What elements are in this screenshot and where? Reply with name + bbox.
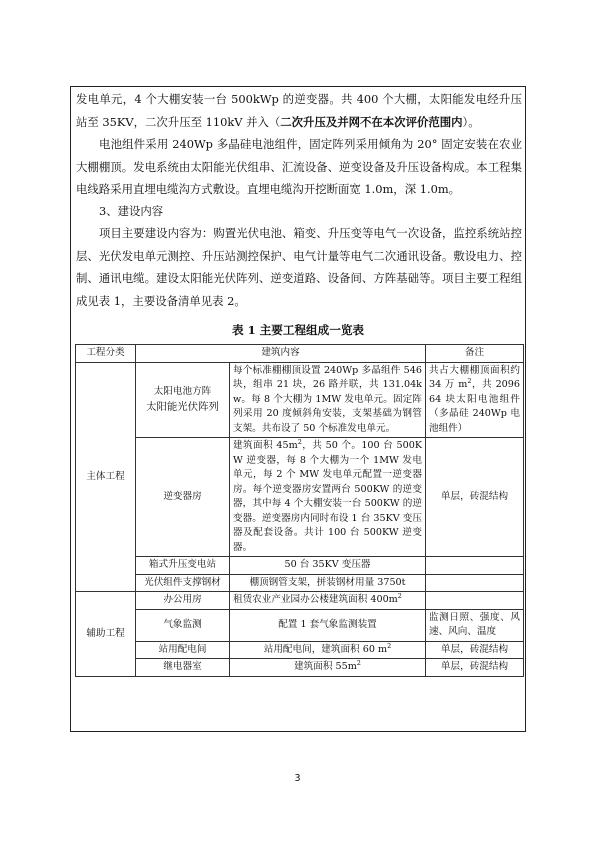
distribution-content-sup: 2 <box>387 641 392 650</box>
pv-name-line-1: 太阳电池方阵 <box>153 386 212 398</box>
distribution-note: 单层，砖混结构 <box>426 641 524 659</box>
inverter-name: 逆变器房 <box>136 438 230 557</box>
box-substation-name: 箱式升压变电站 <box>136 557 230 575</box>
paragraph-2: 电池组件采用 240Wp 多晶硅电池组件，固定阵列采用倾角为 20° 固定安装在农业大棚棚顶。发电系统由太阳能光伏组串、汇流设备、逆变设备及升压设备构成。本工程集电线路采用直埋电缆沟方式敷设。直埋电缆沟开挖断面宽 1.0m，深 1.0m。 <box>76 137 522 196</box>
relay-content <box>230 659 426 677</box>
pv-note-text: 共占大棚棚顶面积约 34 万 m <box>429 364 520 390</box>
category-main: 主体工程 <box>76 362 136 592</box>
office-name: 办公用房 <box>136 592 230 610</box>
table-row-weather <box>76 609 524 641</box>
table-row-office <box>76 592 524 610</box>
pv-note-sup: 2 <box>467 376 472 385</box>
header-category: 工程分类 <box>76 345 136 363</box>
inverter-content-sup: 2 <box>297 437 302 446</box>
pv-note <box>426 362 524 438</box>
pv-note-text-2: ，共 209664 块太阳电池组件（多晶硅 240Wp 电池组件） <box>429 379 520 434</box>
steel-note <box>426 574 524 592</box>
distribution-content <box>230 641 426 659</box>
inverter-content <box>230 438 426 557</box>
paragraph-1-end: ）。 <box>462 114 480 129</box>
paragraph-3: 项目主要建设内容为：购置光伏电池、箱变、升压变等电气一次设备，监控系统站控层、光伏发电单元测控、升压站测控保护、电气计量等电气二次通讯设备。敷设电力、控制、通讯电缆。建设太阳能光伏阵列、逆变道路、设备间、方阵基础等。项目主要工程组成见表 1，主要设备清单见表 2。 <box>76 226 522 308</box>
header-note: 备注 <box>426 345 524 363</box>
project-composition-table <box>75 344 524 677</box>
weather-name: 气象监测 <box>136 609 230 641</box>
office-content-sup: 2 <box>397 591 402 600</box>
pv-name-line-2: 太阳能光伏阵列 <box>146 400 219 413</box>
weather-note: 监测日照、强度、风速、风向、温度 <box>426 609 524 641</box>
steel-content: 棚顶钢管支架，拼装钢材用量 3750t <box>230 574 426 592</box>
header-content: 建筑内容 <box>136 345 426 363</box>
paragraph-1-text: 发电单元，4 个大棚安装一台 500kWp 的逆变器。共 400 个大棚，太阳能发电经升压站至 35KV，二次升压至 110kV 并入（ <box>76 92 522 129</box>
office-content-text: 租赁农业产业园办公楼建筑面积 400m <box>233 594 398 605</box>
office-note <box>426 592 524 610</box>
relay-name: 继电器室 <box>136 659 230 677</box>
paragraph-1-bold: 二次升压及并网不在本次评价范围内 <box>280 114 463 129</box>
table-row-box-substation <box>76 557 524 575</box>
section-heading: 3、建设内容 <box>99 204 164 218</box>
steel-name: 光伏组件支撑钢材 <box>136 574 230 592</box>
table-row-steel <box>76 574 524 592</box>
relay-content-sup: 2 <box>356 658 361 667</box>
box-substation-content: 50 台 35KV 变压器 <box>230 557 426 575</box>
distribution-name: 站用配电间 <box>136 641 230 659</box>
table-row-pv <box>76 362 524 438</box>
table-row-distribution <box>76 641 524 659</box>
weather-content: 配置 1 套气象监测装置 <box>230 609 426 641</box>
table-row-inverter <box>76 438 524 557</box>
distribution-content-text: 站用配电间，建筑面积 60 m <box>263 643 388 655</box>
pv-name-cell <box>136 362 230 438</box>
box-substation-note <box>426 557 524 575</box>
table-header-row <box>76 345 524 363</box>
inverter-content-text-2: ，共 50 个。100 台 500KW 逆变器，每 8 个大棚为一个 1MW 发电单元，每 2 个 MW 发电单元配置一逆变器房。每个逆变器房安置两台 500KW 的逆变器，其中每 4 个大棚安装一台 500KW 的逆变器。逆变器房内同时布设 1 台 35KV 变压器及配套设备。共计 100 台 500KW 逆变器。 <box>233 440 422 553</box>
pv-content: 每个标准棚棚顶设置 240Wp 多晶组件 546 块，组串 21 块，26 路并联，共 131.04kw。每 8 个大棚为 1MW 发电单元。固定阵列采用 20 度倾斜角安装，支架基础为钢管支架。共布设了 50 个标准发电单元。 <box>230 362 426 438</box>
relay-content-text: 建筑面积 55m <box>294 661 357 672</box>
relay-note: 单层，砖混结构 <box>426 659 524 677</box>
page-number: 3 <box>294 773 301 784</box>
table-caption: 表 1 主要工程组成一览表 <box>231 323 365 337</box>
paragraph-1 <box>76 88 522 133</box>
table-row-relay <box>76 659 524 677</box>
inverter-note: 单层，砖混结构 <box>426 438 524 557</box>
office-content <box>230 592 426 610</box>
inverter-content-text: 建筑面积 45m <box>233 440 298 451</box>
category-aux: 辅助工程 <box>76 592 136 677</box>
